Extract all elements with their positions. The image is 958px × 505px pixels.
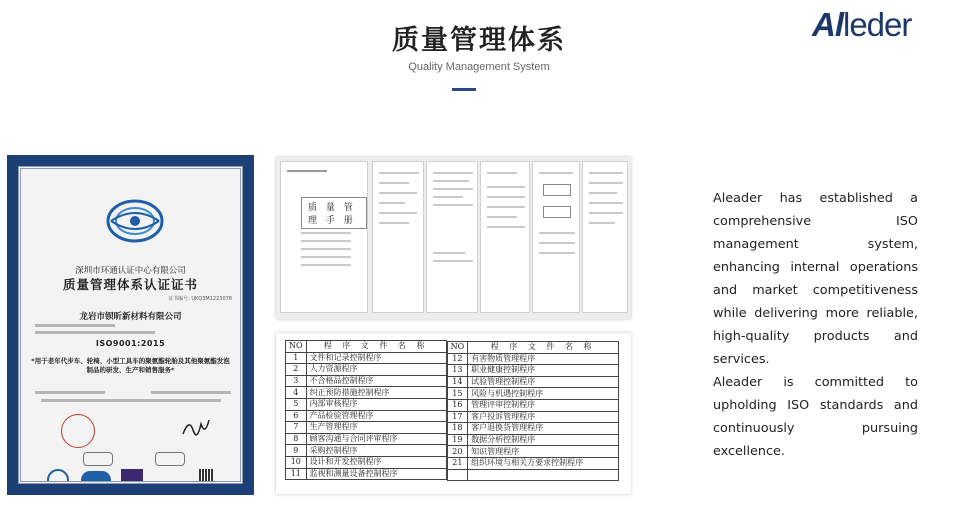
logo-text-a: Al [812, 6, 843, 43]
table-row [447, 469, 619, 481]
description-paragraph-2: Aleader is committed to upholding ISO standards and continuously pursuing excellence. [713, 375, 918, 459]
procedure-name: 客户退换货管理程序 [468, 423, 619, 435]
table-header-row [447, 342, 619, 354]
procedure-number: 1 [286, 352, 307, 364]
table-header-row [286, 341, 447, 353]
certificate-text-line [35, 331, 155, 334]
table-row [286, 468, 447, 480]
column-header-name: 程 序 文 件 名 称 [468, 342, 619, 354]
table-row [447, 365, 619, 377]
certificate-text-line [151, 391, 231, 394]
description-paragraph-1: Aleader has established a comprehensive ISO management system, enhancing internal operations and market competitiveness while delivering more reliable, high-quality products and services. [713, 191, 918, 367]
procedure-name: 产品检验管理程序 [306, 410, 446, 422]
procedure-table-right [447, 341, 620, 481]
table-row [286, 352, 447, 364]
procedure-name: 客户投诉管理程序 [468, 411, 619, 423]
accreditation-mark-icon [155, 452, 185, 466]
procedure-name: 生产管理程序 [306, 422, 446, 434]
procedure-number: 15 [447, 388, 468, 400]
procedure-name: 试验管理控制程序 [468, 376, 619, 388]
table-row [286, 364, 447, 376]
procedure-number: 21 [447, 457, 468, 469]
table-row [286, 433, 447, 445]
procedure-name: 不合格品控制程序 [306, 375, 446, 387]
certificate-emblem-icon [105, 197, 165, 245]
table-row [447, 388, 619, 400]
procedure-number: 7 [286, 422, 307, 434]
table-row [286, 445, 447, 457]
table-row [447, 434, 619, 446]
procedure-name: 人力资源程序 [306, 364, 446, 376]
certificate-title: 质量管理体系认证证书 [62, 277, 198, 292]
column-header-no: NO [447, 342, 468, 354]
page-subtitle: Quality Management System [408, 61, 550, 73]
certificate-standard: ISO9001:2015 [95, 339, 166, 348]
certificate-text-line [35, 324, 115, 327]
procedure-number: 13 [447, 365, 468, 377]
table-row [447, 457, 619, 469]
procedure-number [447, 469, 468, 481]
column-header-no: NO [286, 341, 307, 353]
table-row [286, 375, 447, 387]
title-underline [452, 88, 476, 91]
quality-manual-pages [276, 157, 631, 319]
column-header-name: 程 序 文 件 名 称 [306, 341, 446, 353]
certificate-company: 龙岩市钡昕新材料有限公司 [79, 312, 182, 322]
page-title: 质量管理体系 [392, 25, 566, 56]
procedure-number: 12 [447, 353, 468, 365]
alleder-logo[interactable] [812, 6, 911, 44]
procedure-name: 采购控制程序 [306, 445, 446, 457]
certificate-issuer: 深圳市环通认证中心有限公司 [75, 266, 186, 276]
iaf-logo-icon [81, 471, 111, 484]
table-row [286, 410, 447, 422]
procedure-name: 纠正预防措施控制程序 [306, 387, 446, 399]
procedure-number: 14 [447, 376, 468, 388]
certificate-paper [18, 166, 243, 484]
certificate-text-line [41, 399, 221, 402]
procedure-name: 顾客沟通与合同评审程序 [306, 433, 446, 445]
manual-page [372, 161, 424, 313]
table-row [447, 353, 619, 365]
procedure-number: 4 [286, 387, 307, 399]
procedure-name: 职业健康控制程序 [468, 365, 619, 377]
procedure-name: 设计和开发控制程序 [306, 456, 446, 468]
procedure-number: 16 [447, 399, 468, 411]
iso-certificate-image [7, 155, 254, 495]
procedure-name: 文件和记录控制程序 [306, 352, 446, 364]
certificate-number: 证书编号: UKQ3M1223078 [168, 296, 232, 302]
manual-page [426, 161, 478, 313]
procedure-number: 8 [286, 433, 307, 445]
table-row [447, 423, 619, 435]
iso-9001-logo-icon [47, 469, 69, 484]
procedure-number: 2 [286, 364, 307, 376]
table-row [286, 387, 447, 399]
signature-icon [181, 416, 211, 440]
procedure-table-left [285, 340, 447, 480]
procedure-name: 管理评审控制程序 [468, 399, 619, 411]
procedure-name: 监视和测量设备控制程序 [306, 468, 446, 480]
procedure-number: 19 [447, 434, 468, 446]
table-row [447, 399, 619, 411]
certificate-text-line [35, 391, 105, 394]
table-row [286, 422, 447, 434]
table-row [447, 446, 619, 458]
certificate-seal-icon [61, 414, 95, 448]
logo-text-b: leder [843, 6, 912, 43]
procedure-name: 知识管理程序 [468, 446, 619, 458]
certificate-scope: *用于老年代步车、轮椅、小型工具车的聚氨酯轮胎及其他聚氨酯发泡制品的研发、生产和销售服务* [31, 357, 230, 374]
procedure-name: 组织环境与相关方要求控制程序 [468, 457, 619, 469]
procedure-name: 有害物质管理程序 [468, 353, 619, 365]
manual-page [532, 161, 580, 313]
procedure-number: 17 [447, 411, 468, 423]
procedure-number: 11 [286, 468, 307, 480]
procedure-name: 数据分析控制程序 [468, 434, 619, 446]
manual-cover-page [280, 161, 368, 313]
manual-page [582, 161, 628, 313]
procedure-number: 9 [286, 445, 307, 457]
table-row [447, 376, 619, 388]
procedure-number: 3 [286, 375, 307, 387]
procedure-name: 风险与机遇控制程序 [468, 388, 619, 400]
manual-page [480, 161, 530, 313]
table-row [447, 411, 619, 423]
procedure-name [468, 469, 619, 481]
procedure-number: 10 [286, 456, 307, 468]
accreditation-mark-icon [83, 452, 113, 466]
qr-code-icon [199, 469, 213, 483]
procedure-number: 6 [286, 410, 307, 422]
procedure-number: 18 [447, 423, 468, 435]
manual-cover-title: 质 量 管 理 手 册 [301, 197, 367, 229]
procedure-name: 内部审核程序 [306, 398, 446, 410]
procedure-number: 20 [447, 446, 468, 458]
procedure-number: 5 [286, 398, 307, 410]
ukas-logo-icon [121, 469, 143, 484]
procedure-document-list [276, 333, 631, 494]
table-row [286, 398, 447, 410]
table-row [286, 456, 447, 468]
